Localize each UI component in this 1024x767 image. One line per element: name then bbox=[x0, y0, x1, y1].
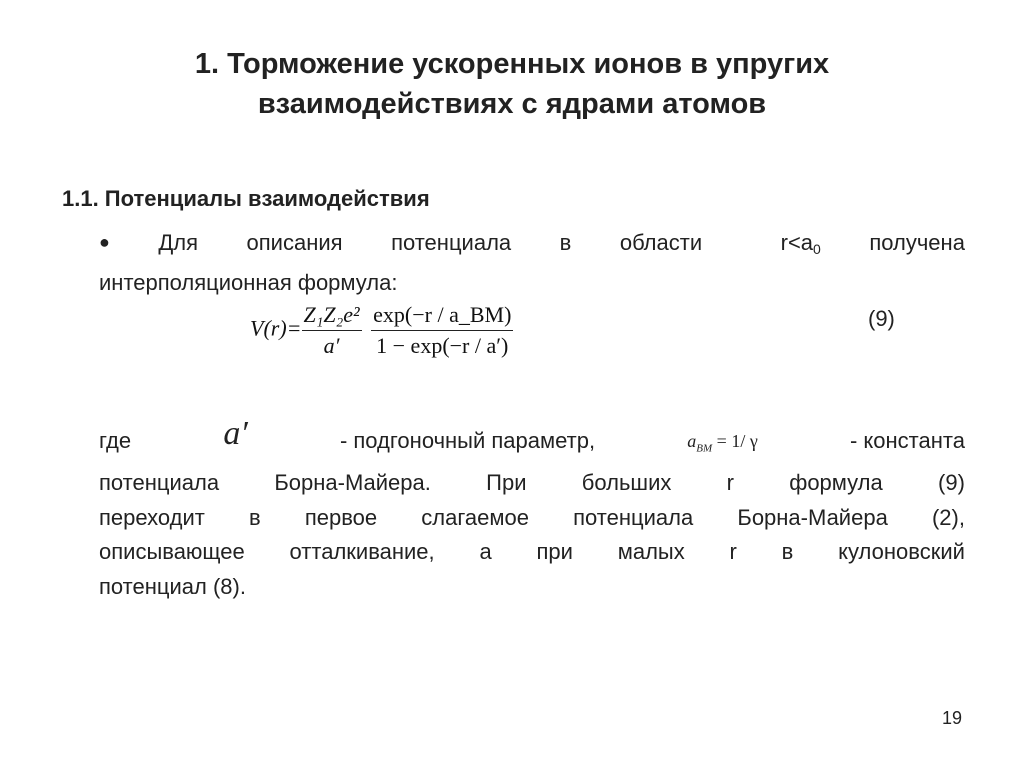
fraction-1 bbox=[302, 302, 362, 359]
word-r-less-a0: $r<a_0$ bbox=[780, 230, 821, 257]
word: r bbox=[729, 539, 737, 565]
desc-text: - подгоночный параметр, bbox=[339, 428, 596, 453]
word: (2), bbox=[931, 504, 965, 530]
formula-9 bbox=[250, 302, 513, 359]
bullet-line-2: интерполяционная формула: bbox=[99, 270, 398, 295]
word: переходит bbox=[99, 504, 205, 530]
word: Борна-Майера. bbox=[274, 470, 431, 496]
word: в bbox=[559, 230, 572, 255]
word: Борна-Майера bbox=[737, 504, 888, 530]
fraction-2-numerator: exp(−r / a_BM) bbox=[371, 302, 513, 331]
title-line-2: взаимодействиях с ядрами атомов bbox=[257, 88, 767, 120]
page-number: 19 bbox=[942, 708, 963, 728]
word: где bbox=[99, 428, 132, 453]
word: в bbox=[249, 504, 261, 530]
desc-text: - константа bbox=[849, 428, 965, 453]
bullet-line-1 bbox=[99, 226, 965, 266]
word: формула bbox=[789, 470, 883, 496]
word: потенциала bbox=[99, 470, 220, 496]
bullet-paragraph bbox=[99, 226, 965, 299]
equation-number: (9) bbox=[868, 306, 895, 331]
section-heading: 1.1. Потенциалы взаимодействия bbox=[62, 186, 430, 211]
word: получена bbox=[869, 230, 965, 255]
word: слагаемое bbox=[421, 504, 529, 530]
desc-line-1 bbox=[99, 415, 965, 466]
word: а bbox=[479, 539, 492, 565]
description-paragraph bbox=[99, 415, 965, 604]
word: описания bbox=[246, 230, 343, 255]
desc-line-5: потенциал (8). bbox=[99, 573, 246, 599]
word: первое bbox=[304, 504, 378, 530]
word: описывающее bbox=[99, 539, 245, 565]
word: отталкивание, bbox=[289, 539, 435, 565]
word: (9) bbox=[938, 470, 965, 496]
word: кулоновский bbox=[838, 539, 965, 565]
word: малых bbox=[617, 539, 685, 565]
word: Для bbox=[158, 230, 199, 255]
word: При bbox=[486, 470, 527, 496]
word: потенциала bbox=[391, 230, 512, 255]
fraction-2-denominator: 1 − exp(−r / a′) bbox=[376, 333, 509, 358]
word: в bbox=[781, 539, 794, 565]
formula-lhs: V(r)= bbox=[250, 315, 302, 341]
a-prime-symbol: a′ bbox=[223, 415, 248, 452]
desc-line-3 bbox=[99, 501, 965, 536]
word: r bbox=[726, 470, 734, 496]
word: потенциала bbox=[573, 504, 694, 530]
word: больших bbox=[581, 470, 672, 496]
slide-title bbox=[100, 44, 924, 124]
bullet-dot-icon: ● bbox=[99, 232, 110, 252]
fraction-2 bbox=[371, 302, 513, 359]
fraction-1-numerator: Z₁Z₂e² bbox=[302, 302, 362, 331]
desc-line-2 bbox=[99, 466, 965, 501]
fraction-1-denominator: a′ bbox=[323, 333, 340, 358]
a-bm-formula: $a_{BM} = 1/$ γ bbox=[687, 431, 758, 455]
title-line-1: 1. Торможение ускоренных ионов в упругих bbox=[194, 48, 830, 80]
word: при bbox=[536, 539, 573, 565]
word: области bbox=[619, 230, 703, 255]
desc-line-4 bbox=[99, 535, 965, 570]
